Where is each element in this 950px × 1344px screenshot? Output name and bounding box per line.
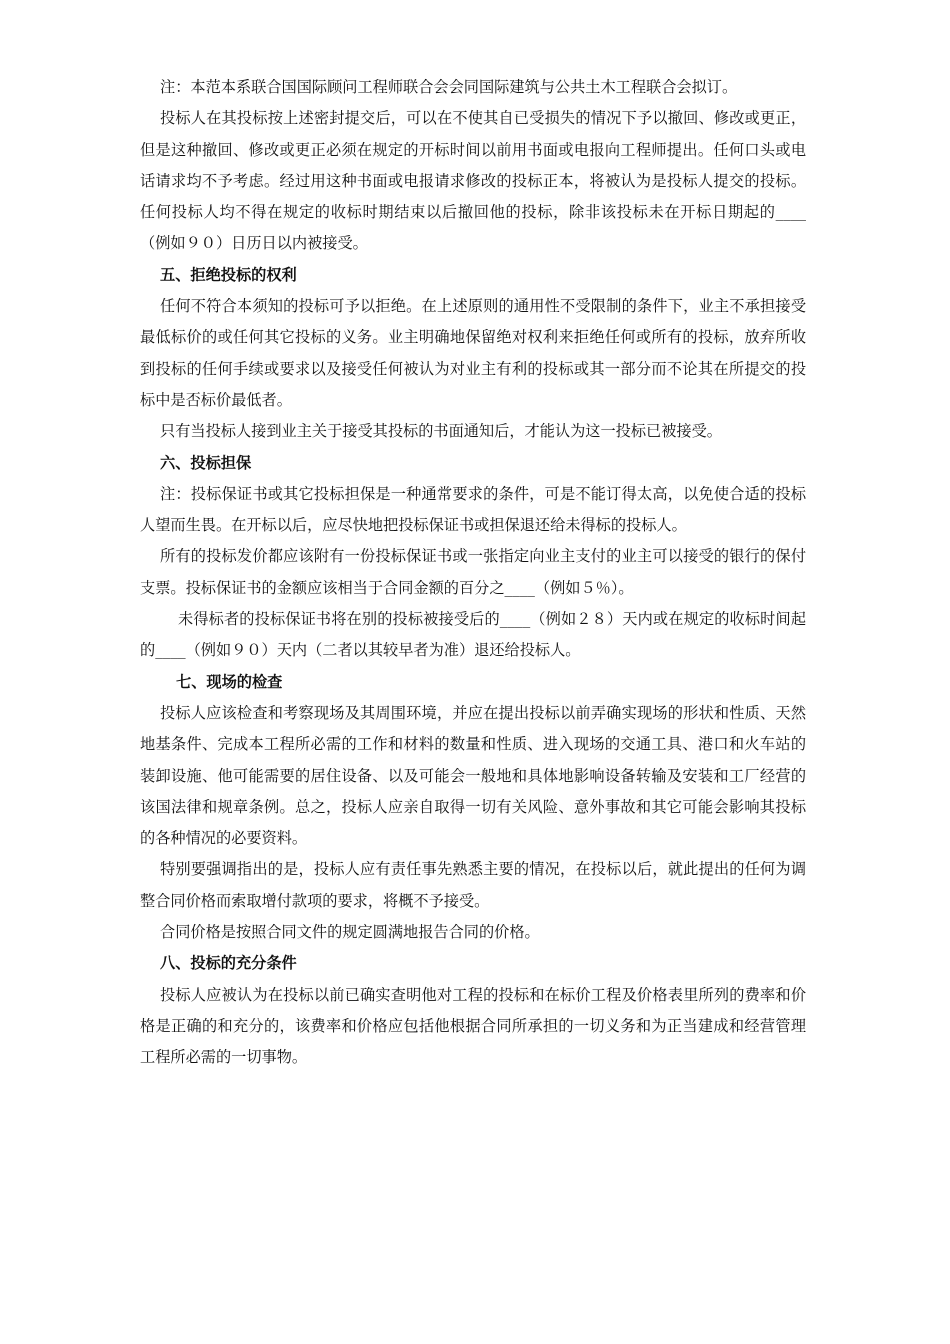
paragraph-sufficiency: 投标人应被认为在投标以前已确实查明他对工程的投标和在标价工程及价格表里所列的费率和价格是正确的和充分的，该费率和价格应包括他根据合同所承担的一切义务和为正当建成和经营管理工程所必需的一切事物。 bbox=[140, 985, 806, 1067]
heading-section-5: 五、拒绝投标的权利 bbox=[160, 265, 297, 284]
note-fidic: 注：本范本系联合国国际顾问工程师联合会会同国际建筑与公共土木工程联合会拟订。 bbox=[160, 78, 738, 96]
note-bid-bond: 注：投标保证书或其它投标担保是一种通常要求的条件，可是不能订得太高，以免使合适的投标人望而生畏。在开标以后，应尽快地把投标保证书或担保退还给未得标的投标人。 bbox=[140, 484, 806, 535]
paragraph-bond-return: 未得标者的投标保证书将在别的投标被接受后的____（例如２８）天内或在规定的收标时间起的____（例如９０）天内（二者以其较早者为准）退还给投标人。 bbox=[140, 610, 806, 660]
heading-section-6: 六、投标担保 bbox=[160, 453, 252, 472]
paragraph-acceptance: 只有当投标人接到业主关于接受其投标的书面通知后，才能认为这一投标已被接受。 bbox=[160, 422, 722, 441]
paragraph-emphasis: 特别要强调指出的是，投标人应有责任事先熟悉主要的情况，在投标以后，就此提出的任何为调整合同价格而索取增付款项的要求，将概不予接受。 bbox=[140, 860, 806, 910]
paragraph-contract-price: 合同价格是按照合同文件的规定圆满地报告合同的价格。 bbox=[160, 923, 540, 942]
heading-section-7: 七、现场的检查 bbox=[176, 672, 283, 691]
paragraph-rejection: 任何不符合本须知的投标可予以拒绝。在上述原则的通用性不受限制的条件下，业主不承担接受最低标价的或任何其它投标的义务。业主明确地保留绝对权利来拒绝任何或所有的投标，放弃所收到投标的任何手续或要求以及接受任何被认为对业主有利的投标或其一部分而不论其在所提交的投标中是否标价最低者。 bbox=[140, 297, 806, 409]
paragraph-withdrawal: 投标人在其投标按上述密封提交后，可以在不使其自已受损失的情况下予以撤回、修改或更正，但是这种撤回、修改或更正必须在规定的开标时间以前用书面或电报向工程师提出。任何口头或电话请求均不予考虑。经过用这种书面或电报请求修改的投标正本，将被认为是投标人提交的投标。任何投标人均不得在规定的收标时期结束以后撤回他的投标，除非该投标未在开标日期起的____（例如９０）日历日以内被接受。 bbox=[140, 109, 806, 253]
paragraph-bid-bond-amount: 所有的投标发价都应该附有一份投标保证书或一张指定向业主支付的业主可以接受的银行的保付支票。投标保证书的金额应该相当于合同金额的百分之____（例如５％）。 bbox=[140, 547, 806, 597]
document-body bbox=[140, 72, 806, 1074]
heading-section-8: 八、投标的充分条件 bbox=[160, 954, 297, 973]
paragraph-site-inspection: 投标人应该检查和考察现场及其周围环境，并应在提出投标以前弄确实现场的形状和性质、天然地基条件、完成本工程所必需的工作和材料的数量和性质、进入现场的交通工具、港口和火车站的装卸设施、他可能需要的居住设备、以及可能会一般地和具体地影响设备转输及安装和工厂经营的该国法律和规章条例。总之，投标人应亲自取得一切有关风险、意外事故和其它可能会影响其投标的各种情况的必要资料。 bbox=[140, 703, 806, 848]
